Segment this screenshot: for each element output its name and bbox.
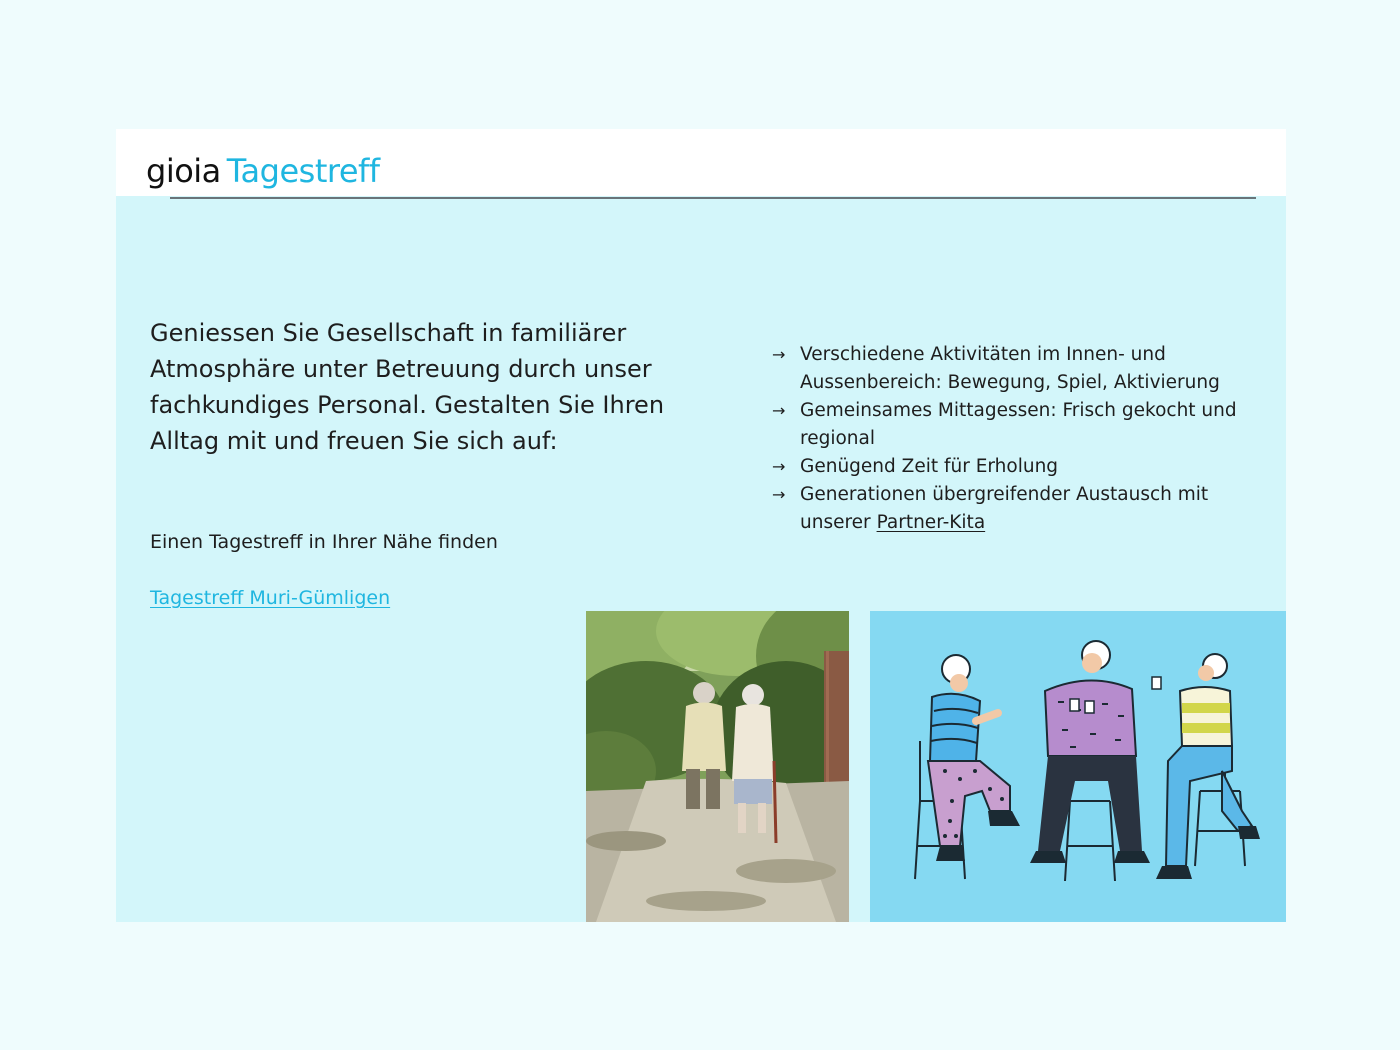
feature-item <box>772 397 1272 453</box>
feature-item <box>772 481 1272 537</box>
brand-wordmark: gioia <box>146 152 221 190</box>
feature-text: Gemeinsames Mittagessen: Frisch gekocht und regional <box>800 400 1237 449</box>
seniors-playing-cards-illustration <box>870 611 1286 922</box>
elderly-couple-walking-photo <box>586 611 849 922</box>
feature-text: Genügend Zeit für Erholung <box>800 456 1059 477</box>
partner-kita-link[interactable]: Partner-Kita <box>876 512 986 533</box>
feature-item <box>772 341 1272 397</box>
arrow-right-icon: → <box>772 457 786 476</box>
intro-text: Geniessen Sie Gesellschaft in familiärer Atmosphäre unter Betreuung durch unser fachkundiges Personal. Gestalten Sie Ihren Alltag mit und freuen Sie sich auf: <box>150 319 665 455</box>
arrow-right-icon: → <box>772 485 786 504</box>
feature-list <box>772 341 1272 537</box>
feature-text: Verschiedene Aktivitäten im Innen- und Aussenbereich: Bewegung, Spiel, Aktivierung <box>800 344 1220 393</box>
header-divider <box>170 197 1256 199</box>
tagestreff-card <box>116 129 1286 922</box>
feature-item <box>772 453 1272 481</box>
feature-text: Generationen übergreifender Austausch mit unserer <box>800 484 1209 533</box>
location-link-muri-guemligen[interactable]: Tagestreff Muri-Gümligen <box>150 587 391 609</box>
arrow-right-icon: → <box>772 401 786 420</box>
brand-title: Tagestreff <box>226 152 380 190</box>
arrow-right-icon: → <box>772 345 786 364</box>
find-location-label: Einen Tagestreff in Ihrer Nähe finden <box>150 531 498 553</box>
card-header <box>116 129 1286 196</box>
brand-logo[interactable] <box>146 151 380 191</box>
